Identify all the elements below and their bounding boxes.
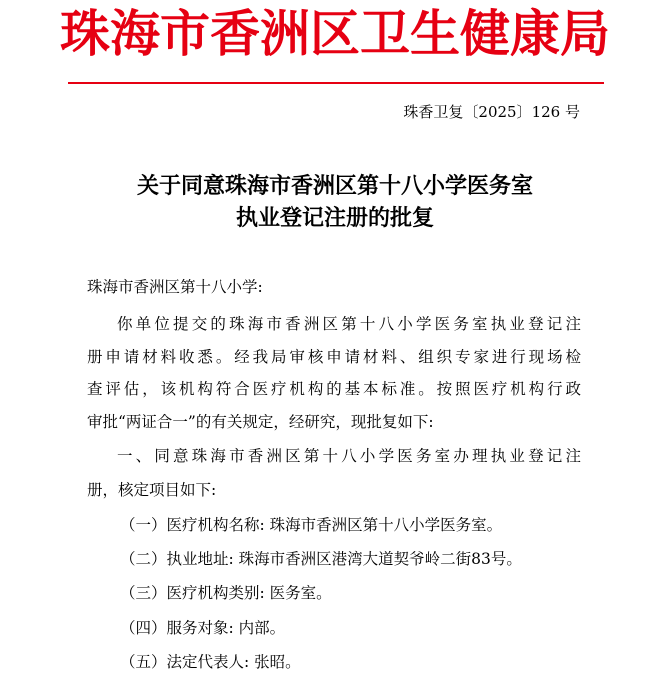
item-institution-name: （一）医疗机构名称: 珠海市香洲区第十八小学医务室。 [120,516,503,534]
paragraph-2-line-1: 一、同意珠海市香洲区第十八小学医务室办理执业登记注 [117,447,581,465]
salutation: 珠海市香洲区第十八小学: [87,278,263,296]
document-number: 珠香卫复〔2025〕126 号 [403,103,580,121]
document-title-line-2: 执业登记注册的批复 [235,205,434,231]
item-practice-address: （二）执业地址: 珠海市香洲区港湾大道契爷岭二街83号。 [120,550,522,568]
document-title-line-1: 关于同意珠海市香洲区第十八小学医务室 [136,173,533,199]
paragraph-1-line-3: 查评估，该机构符合医疗机构的基本标准。按照医疗机构行政 [87,380,581,398]
document-header [0,0,670,90]
item-legal-representative: （五）法定代表人: 张昭。 [120,653,301,671]
issuer-name: 珠海市香洲区卫生健康局 [60,5,610,63]
paragraph-2-line-2: 册，核定项目如下: [87,481,217,499]
red-header-rule [68,82,604,84]
item-institution-category: （三）医疗机构类别: 医务室。 [120,584,332,602]
item-service-target: （四）服务对象: 内部。 [120,619,286,637]
paragraph-1-line-4: 审批“两证合一”的有关规定，经研究，现批复如下: [87,413,434,431]
paragraph-1-line-1: 你单位提交的珠海市香洲区第十八小学医务室执业登记注 [117,315,581,333]
paragraph-1-line-2: 册申请材料收悉。经我局审核申请材料、组织专家进行现场检 [87,348,581,366]
